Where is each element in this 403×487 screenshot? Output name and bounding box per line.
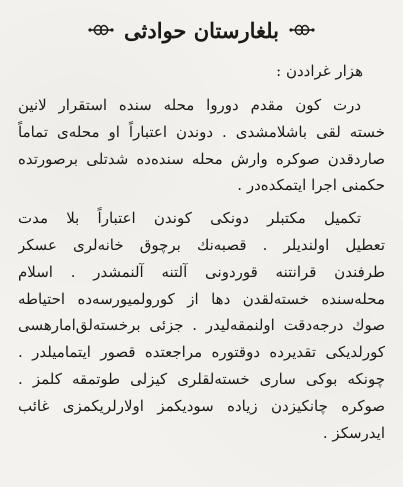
title-row [18, 8, 385, 52]
text-line: محله‌سنده خسته‌لقدن دها از کورولمیورسه‌ده احتیاطه [18, 289, 385, 308]
text-line: طرفندن قرانتنه قوردونی آلتنه آلنمشدر . اسلام [18, 262, 385, 281]
ornament-right-icon [289, 21, 315, 39]
text-line: صوکره چانکیزدن زیاده سودیکمز اولارلریکمزی غائب [18, 396, 385, 415]
text-line: صوك درجه‌دقت اولنمقه‌لیدر . جزئی برخسته‌لق‌امارهسی [18, 316, 385, 335]
text-line: صاردقدن صوکره وارش محله سنده‌ده شدتلی برصورتده [18, 149, 385, 168]
ornament-left-icon [88, 21, 114, 39]
text-line: حکمنی اجرا ایتمکده‌در . [237, 176, 385, 195]
dateline: هزار غراددن : [276, 62, 363, 80]
paragraph-2 [18, 205, 385, 446]
text-line: ایدرسکز . [322, 423, 385, 442]
text-line: چونکه بوکی ساری خسته‌لقلری کیزلی طوتمقه کلمز . [18, 369, 385, 388]
text-line: تعطیل اولندیلر . قصبه‌نك برچوق خانه‌لری عسکر [18, 235, 385, 254]
text-line: درت کون مقدم دوروا محله سنده استقرار لانین [18, 96, 361, 114]
paragraph-1 [18, 92, 385, 199]
page-title: بلغارستان حوادثی [124, 17, 279, 43]
text-line: تکمیل مکتبلر دونکی کوندن اعتباراً بلا مدت [18, 209, 361, 228]
text-line: کورلدیکی تقدیرده دوقتوره مراجعتده قصور ایتمامیلدر . [18, 343, 385, 362]
text-line: خسته لقی باشلامشدی . دوندن اعتباراً او محله‌ی تماماً [18, 122, 385, 141]
